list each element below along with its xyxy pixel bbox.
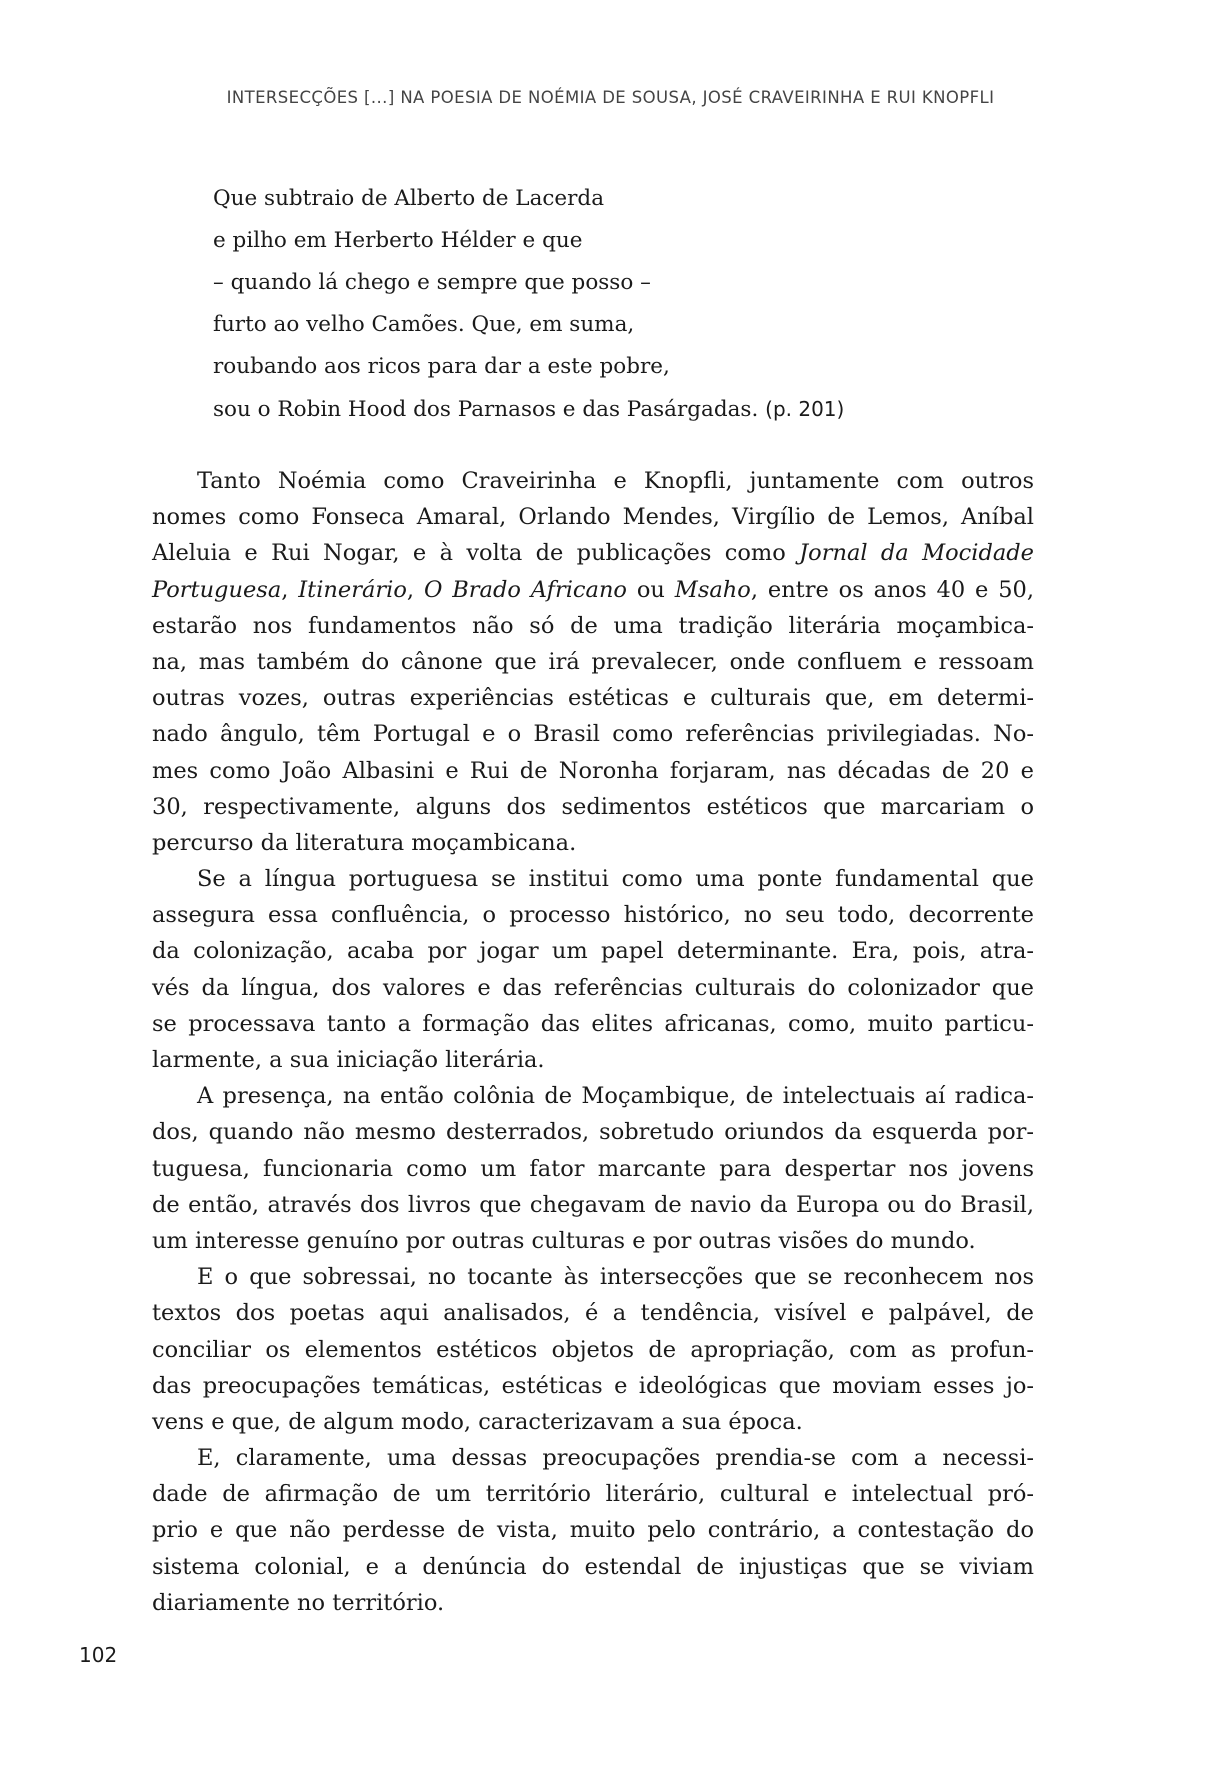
paragraph-line: das preocupações temáticas, estéticas e ideológicas que moviam esses jo- — [152, 1372, 1034, 1399]
body-text — [152, 463, 1034, 1621]
page-number: 102 — [79, 1643, 118, 1667]
verse-line-text: sou o Robin Hood dos Parnasos e das Pasárgadas. — [213, 397, 759, 422]
verse-citation: (p. 201) — [765, 397, 845, 421]
line-fragment: ou — [626, 576, 675, 603]
paragraph-line: Se a língua portuguesa se institui como uma ponte fundamental que — [197, 866, 1034, 893]
paragraph-line: de então, através dos livros que chegavam de navio da Europa ou do Brasil, — [152, 1191, 1034, 1218]
paragraph-line: da colonização, acaba por jogar um papel determinante. Era, pois, atra- — [152, 938, 1034, 965]
line-fragment: , entre os anos 40 e 50, — [750, 576, 1035, 603]
paragraph-line — [152, 572, 1034, 608]
paragraph-line: Tanto Noémia como Craveirinha e Knopfli, juntamente com outros — [197, 468, 1034, 494]
paragraph-line: vés da língua, dos valores e das referências culturais do colonizador que — [152, 974, 1034, 1001]
paragraph-line: A presença, na então colônia de Moçambique, de intelectuais aí radica- — [197, 1083, 1034, 1110]
verse-line: furto ao velho Camões. Que, em suma, — [213, 312, 635, 337]
running-head: INTERSECÇÕES [...] NA POESIA DE NOÉMIA DE SOUSA, JOSÉ CRAVEIRINHA E RUI KNOPFLI — [226, 88, 995, 107]
paragraph-line: diariamente no território. — [152, 1589, 445, 1616]
paragraph-line: assegura essa confluência, o processo histórico, no seu todo, decorrente — [152, 902, 1034, 929]
paragraph-line: tuguesa, funcionaria como um fator marcante para despertar nos jovens — [152, 1155, 1034, 1182]
paragraph-line: estarão nos fundamentos não só de uma tradição literária moçambica- — [152, 612, 1034, 639]
verse-line-with-citation — [213, 388, 1033, 430]
paragraph-line: larmente, a sua iniciação literária. — [152, 1047, 545, 1073]
paragraph-line: percurso da literatura moçambicana. — [152, 829, 577, 856]
italic-title: Jornal da Mocidade — [799, 540, 1034, 567]
paragraph-line: na, mas também do cânone que irá prevalecer, onde confluem e ressoam — [152, 648, 1034, 675]
paragraph-line: um interesse genuíno por outras culturas e por outras visões do mundo. — [152, 1227, 976, 1254]
paragraph-line: E, claramente, uma dessas preocupações prendia-se com a necessi- — [197, 1445, 1034, 1472]
italic-title: O Brado Africano — [423, 576, 627, 603]
line-fragment: , — [281, 576, 299, 603]
italic-title: Itinerário — [298, 576, 407, 603]
paragraph-line: textos dos poetas aqui analisados, é a tendência, visível e palpável, de — [152, 1300, 1034, 1327]
verse-line: roubando aos ricos para dar a este pobre, — [213, 354, 670, 379]
paragraph-line: 30, respectivamente, alguns dos sedimentos estéticos que marcariam o — [152, 793, 1034, 820]
line-fragment: , — [406, 576, 424, 603]
line-fragment: Aleluia e Rui Nogar, e à volta de publicações como — [152, 540, 800, 567]
paragraph-line: conciliar os elementos estéticos objetos de apropriação, com as profun- — [152, 1336, 1034, 1363]
paragraph-line: E o que sobressai, no tocante às intersecções que se reconhecem nos — [197, 1264, 1034, 1291]
paragraph-line — [152, 535, 1034, 571]
verse-quotation — [213, 178, 1033, 430]
verse-line: e pilho em Herberto Hélder e que — [213, 228, 583, 253]
paragraph-line: sistema colonial, e a denúncia do estendal de injustiças que se viviam — [152, 1553, 1034, 1580]
paragraph-line: nomes como Fonseca Amaral, Orlando Mendes, Virgílio de Lemos, Aníbal — [152, 504, 1034, 531]
paragraph-line: prio e que não perdesse de vista, muito pelo contrário, a contestação do — [152, 1517, 1034, 1544]
italic-title: Portuguesa — [152, 576, 282, 603]
paragraph-line: nado ângulo, têm Portugal e o Brasil como referências privilegiadas. No- — [152, 721, 1034, 748]
verse-line: – quando lá chego e sempre que posso – — [213, 270, 651, 295]
paragraph-line: dade de afirmação de um território literário, cultural e intelectual pró- — [152, 1481, 1034, 1508]
paragraph-line: se processava tanto a formação das elites africanas, como, muito particu- — [152, 1010, 1034, 1037]
paragraph-line: mes como João Albasini e Rui de Noronha forjaram, nas décadas de 20 e — [152, 757, 1034, 784]
paragraph-line: vens e que, de algum modo, caracterizavam a sua época. — [152, 1408, 803, 1435]
paragraph-line: outras vozes, outras experiências estéticas e culturais que, em determi- — [152, 685, 1034, 712]
italic-title: Msaho — [674, 576, 751, 603]
verse-line: Que subtraio de Alberto de Lacerda — [213, 186, 605, 211]
paragraph-line: dos, quando não mesmo desterrados, sobretudo oriundos da esquerda por- — [152, 1119, 1034, 1146]
